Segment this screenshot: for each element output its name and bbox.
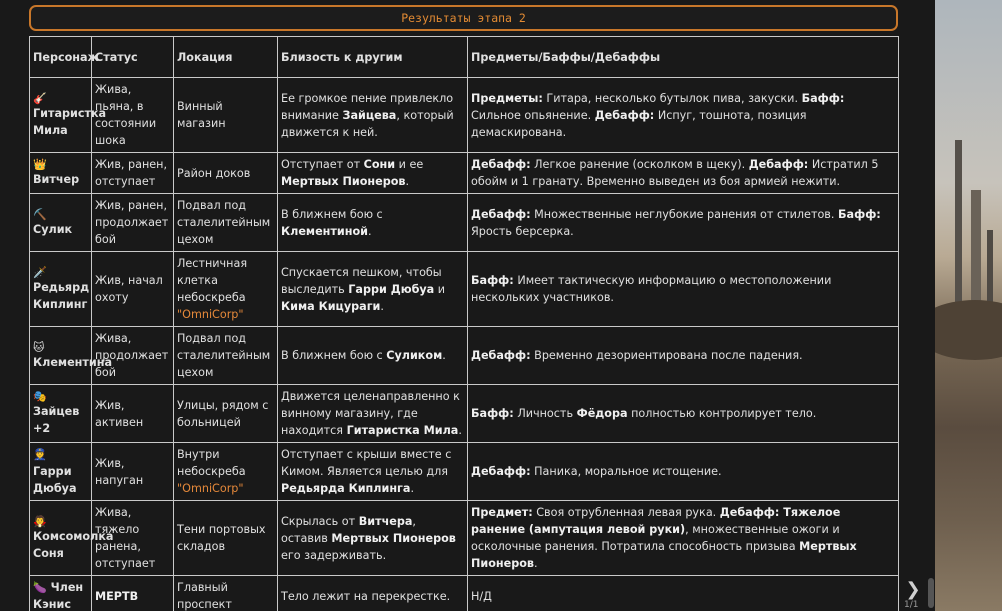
bold-text: Бафф: (471, 274, 514, 287)
bold-text: Редьярда Киплинга (281, 482, 411, 495)
text-span: Временно дезориентирована после падения. (530, 349, 803, 362)
text-span: В ближнем бою с (281, 207, 383, 221)
text-span: и (434, 282, 446, 296)
text-span: полностью контролирует тело. (627, 407, 817, 420)
results-table (29, 36, 899, 611)
text-span: . (367, 224, 372, 238)
header-location: Локация (174, 37, 278, 78)
bold-text: Предметы: (471, 91, 543, 105)
text-span: Движется целенаправленно к винному магазину, где находится (281, 390, 460, 437)
status-cell (92, 576, 174, 611)
items-cell (468, 327, 899, 385)
location-cell (174, 153, 278, 194)
status-cell (92, 78, 174, 153)
text-span: В ближнем бою с (281, 349, 387, 362)
location-cell (174, 385, 278, 443)
table-row (30, 501, 899, 576)
character-name: Гитаристка Мила (33, 106, 107, 137)
status-text: Жив, активен (95, 398, 144, 429)
status-text: Жив, напуган (95, 456, 144, 487)
status-text: Жив, начал охоту (95, 274, 163, 304)
text-span: Истратил 5 обойм и 1 гранату. Временно выведен из боя армией нежити. (471, 158, 879, 188)
bold-text: Бафф: (471, 407, 514, 420)
character-name: Зайцев +2 (33, 405, 80, 435)
location-text: Район доков (177, 166, 251, 180)
location-cell (174, 78, 278, 153)
header-items: Предметы/Баффы/Дебаффы (468, 37, 899, 78)
bold-text: Дебафф: (471, 349, 531, 362)
character-cell (30, 153, 92, 194)
status-text: МЕРТВ (95, 589, 139, 603)
proximity-cell (278, 443, 468, 501)
character-emoji-icon: ⛏️ (33, 207, 47, 221)
character-name: Гарри Дюбуа (33, 465, 77, 495)
character-cell (30, 327, 112, 385)
text-span: , оставив (281, 514, 416, 545)
text-span: и ее (395, 158, 424, 171)
bold-text: Бафф: (838, 207, 881, 221)
character-cell (30, 194, 92, 252)
text-span: Личность (513, 407, 577, 420)
table-row (30, 252, 899, 327)
header-proximity: Близость к другим (278, 37, 468, 78)
items-cell (468, 501, 899, 576)
text-span: Тело лежит на перекрестке. (281, 589, 451, 603)
text-span: Гитара, несколько бутылок пива, закуски. (542, 91, 802, 105)
character-cell (30, 78, 107, 153)
bold-text: Дебафф: (748, 158, 809, 171)
status-cell (92, 443, 174, 501)
character-cell (30, 252, 92, 327)
bold-text: Кима Кицураги (281, 299, 381, 313)
items-cell (468, 78, 899, 153)
character-emoji-icon: 🗡️ (33, 265, 47, 279)
text-span: Имеет тактическую информацию о местоположении нескольких участников. (471, 274, 832, 304)
page-indicator: 1/1 (904, 600, 919, 610)
location-text: Улицы, рядом с больницей (177, 398, 269, 429)
text-span: Скрылась от (281, 514, 359, 528)
character-emoji-icon: 👮 (33, 448, 47, 461)
location-cell (174, 501, 278, 576)
bold-text: Клементиной (281, 224, 368, 238)
text-span: Отступает от (281, 158, 364, 171)
status-text: Жив, ранен, продолжает бой (95, 199, 169, 246)
items-cell (468, 153, 899, 194)
status-cell (92, 252, 174, 327)
items-cell (468, 252, 899, 327)
text-span: . (533, 557, 538, 570)
text-span: Спускается пешком, чтобы выследить (281, 265, 442, 296)
text-span: , множественные ожоги и осколочные ранения. Потратила способность призыва (471, 523, 840, 553)
status-text: Жив, ранен, отступает (95, 158, 168, 188)
table-row (30, 194, 899, 252)
bold-text: Зайцева (342, 108, 397, 122)
proximity-cell (278, 385, 468, 443)
bold-text: Дебафф: (471, 465, 531, 478)
text-span: Паника, моральное истощение. (530, 465, 722, 478)
status-cell (92, 194, 174, 252)
status-cell (92, 153, 174, 194)
scrollbar[interactable] (928, 578, 934, 608)
bold-text: Дебафф: (471, 207, 531, 221)
character-cell (30, 501, 114, 576)
status-text: Жива, продолжает бой (95, 332, 169, 379)
bold-text: Мертвых Пионеров (471, 540, 857, 570)
location-text: Тени портовых складов (177, 523, 266, 553)
text-span: . (380, 299, 384, 313)
table-row (30, 153, 899, 194)
character-name: Редьярд Киплинг (33, 280, 90, 311)
bold-text: Дебафф: (594, 108, 655, 122)
bold-text: Гарри Дюбуа (348, 282, 435, 296)
text-span: Сильное опьянение. (471, 108, 595, 122)
proximity-cell (278, 153, 468, 194)
text-span: Ее громкое пение привлекло внимание (281, 91, 454, 122)
header-character: Персонаж (30, 37, 92, 78)
text-span: . (405, 175, 410, 188)
text-span: . (410, 482, 414, 495)
items-cell (468, 385, 899, 443)
character-emoji-icon: 🍆 (33, 581, 47, 594)
text-span: Множественные неглубокие ранения от стилетов. (530, 207, 839, 221)
bold-text: Суликом (386, 349, 443, 362)
location-text: Главный проспект (177, 581, 232, 611)
character-name: Член Кэнис (33, 581, 84, 611)
text-span: . (442, 349, 446, 362)
table-body (30, 78, 899, 611)
status-text: Жива, пьяна, в состоянии шока (95, 83, 157, 147)
items-cell (468, 443, 899, 501)
text-span: Легкое ранение (осколком в щеку). (530, 158, 749, 171)
character-cell (30, 576, 92, 611)
location-cell (174, 194, 278, 252)
character-name: Витчер (33, 173, 80, 186)
status-cell (92, 501, 174, 576)
proximity-cell (278, 252, 468, 327)
character-emoji-icon: 🎸 (33, 91, 47, 105)
character-cell (30, 385, 92, 443)
location-cell (174, 576, 278, 611)
text-span: . (458, 424, 462, 437)
location-cell (174, 327, 278, 385)
stage-title: Результаты этапа 2 (29, 5, 898, 31)
text-span: его задерживать. (281, 548, 387, 562)
background-landscape-image (935, 0, 1002, 611)
proximity-cell (278, 501, 468, 576)
location-text: Винный магазин (177, 100, 226, 130)
proximity-cell (278, 576, 468, 611)
bold-text: Бафф: (801, 91, 845, 105)
text-span: Ярость берсерка. (471, 224, 574, 238)
header-status: Статус (92, 37, 174, 78)
bold-text: Мертвых Пионеров (331, 531, 456, 545)
character-emoji-icon: 🐱 (33, 340, 45, 354)
bold-text: Предмет: (471, 506, 533, 519)
bold-text: Дебафф: Тяжелое ранение (ампутация левой руки) (471, 506, 841, 536)
bold-text: Мертвых Пионеров (281, 175, 406, 188)
proximity-cell (278, 327, 468, 385)
proximity-cell (278, 194, 468, 252)
bold-text: Витчера (358, 514, 413, 528)
table-row (30, 576, 899, 611)
highlight-text: "OmniCorp" (177, 308, 244, 321)
character-cell (30, 443, 92, 501)
location-text: Подвал под сталелитейным цехом (177, 332, 271, 379)
character-emoji-icon: 🎭 (33, 390, 47, 403)
text-span: Испуг, тошнота, позиция демаскирована. (471, 108, 807, 139)
text-span: Лестничная клетка небоскреба (177, 257, 248, 304)
table-row (30, 327, 899, 385)
character-name: Сулик (33, 222, 73, 236)
table-row (30, 78, 899, 153)
status-cell (92, 385, 174, 443)
table-row (30, 385, 899, 443)
table-row (30, 443, 899, 501)
location-cell (174, 443, 278, 501)
character-emoji-icon: 🧛 (33, 514, 47, 528)
bold-text: Дебафф: (471, 158, 531, 171)
proximity-cell (278, 78, 468, 153)
location-text: Подвал под сталелитейным цехом (177, 199, 271, 246)
character-name: Комсомолка Соня (33, 529, 114, 560)
items-cell (468, 194, 899, 252)
bold-text: Сони (363, 158, 396, 171)
character-emoji-icon: 👑 (33, 158, 47, 171)
bold-text: Гитаристка Мила (346, 424, 459, 437)
character-name: Клементина (33, 355, 112, 369)
text-span: Внутри небоскреба (177, 448, 246, 478)
status-cell (92, 327, 174, 385)
table-header-row (30, 37, 899, 78)
text-span: Своя отрубленная левая рука. (532, 506, 720, 519)
status-text: Жива, тяжело ранена, отступает (95, 506, 156, 570)
chevron-right-icon[interactable]: ❯ (905, 579, 921, 600)
location-cell (174, 252, 278, 327)
highlight-text: "OmniCorp" (177, 482, 244, 495)
text-span: Отступает с крыши вместе с Кимом. Является целью для (281, 448, 452, 478)
items-cell (468, 576, 899, 611)
text-span: Н/Д (471, 589, 492, 603)
bold-text: Фёдора (576, 407, 628, 420)
text-span: , который движется к ней. (281, 108, 454, 139)
